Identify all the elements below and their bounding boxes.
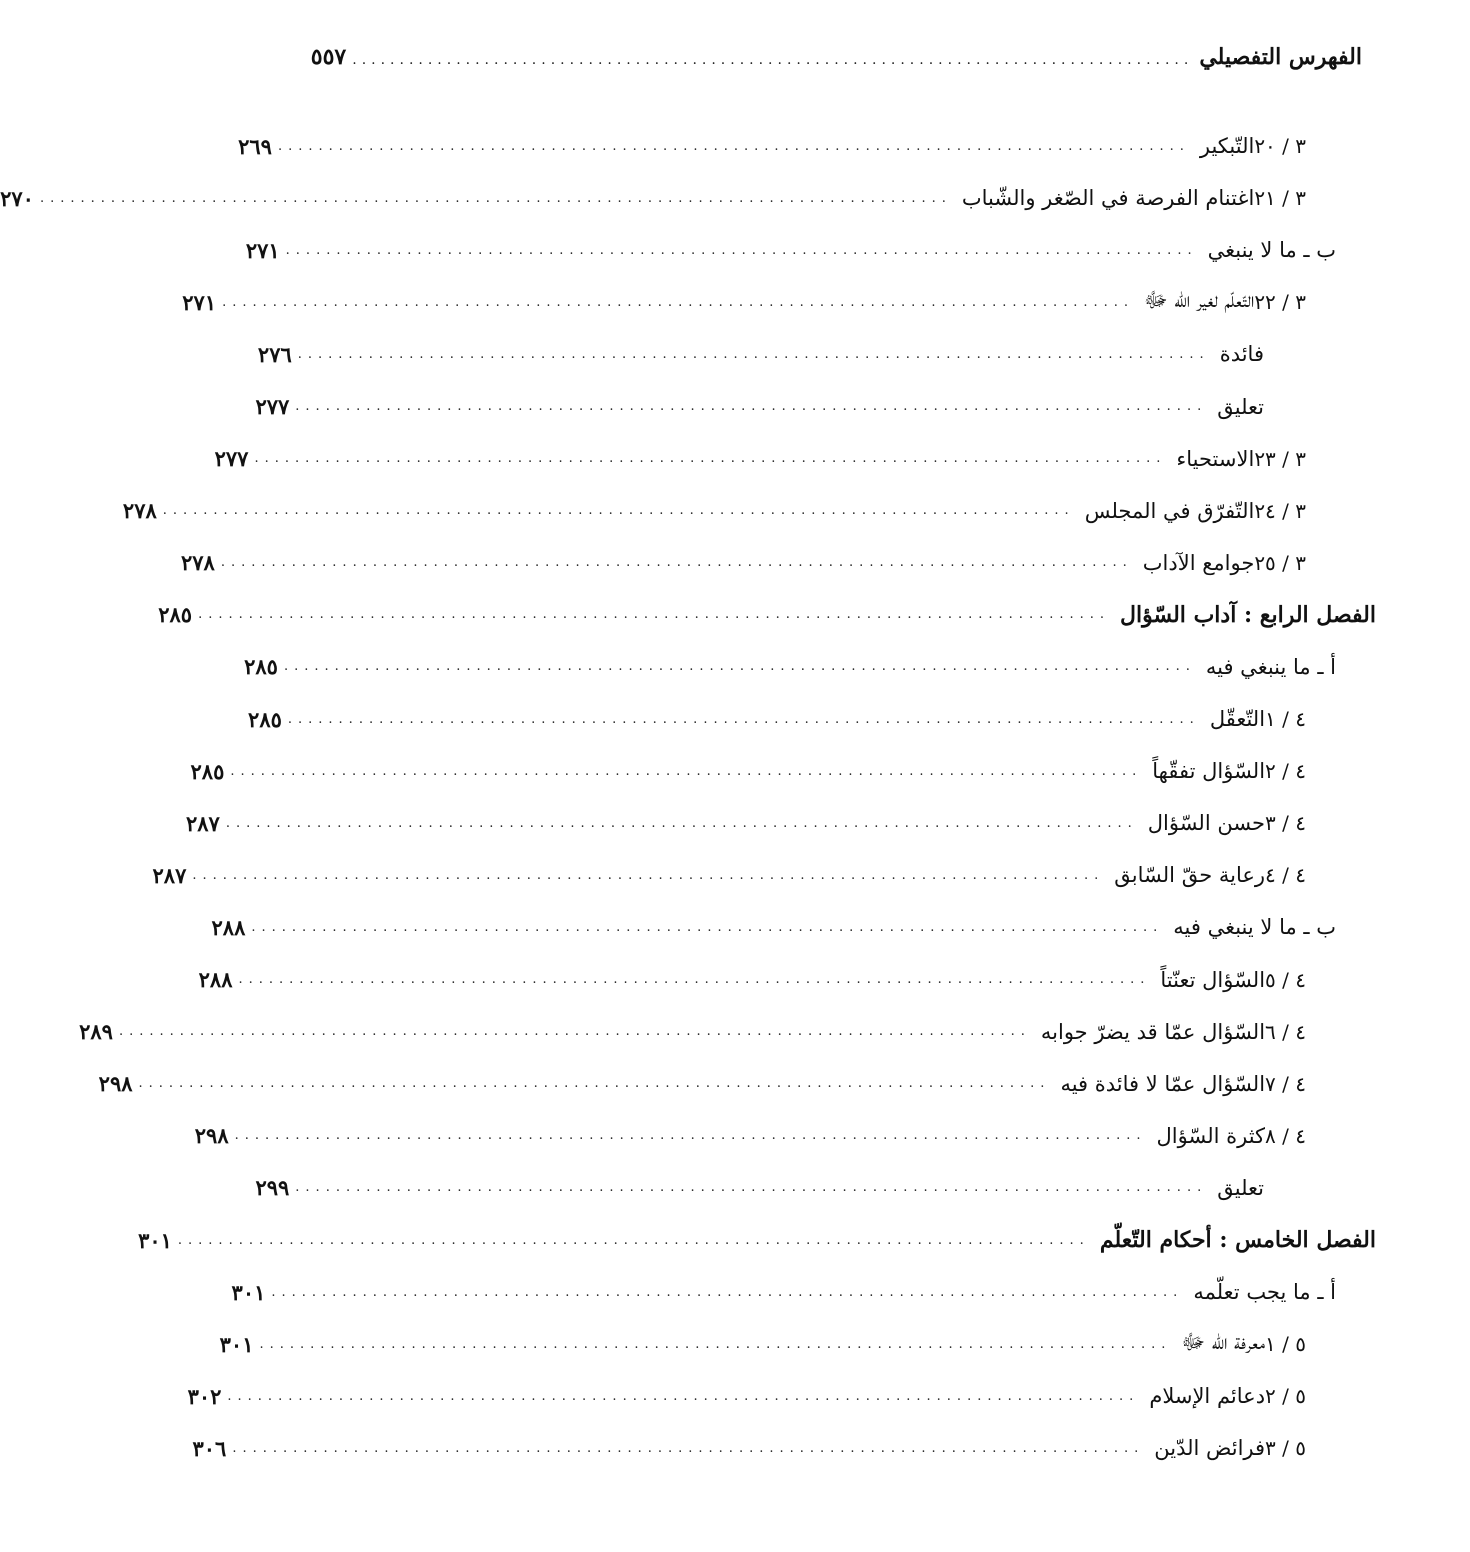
leader-dots: .......................................................................................... [222,294,1135,310]
entry-page-number: ٢٩٨ [98,1071,133,1097]
entry-title: معرفة الله ﷻ [1181,1329,1266,1354]
entry-page-number: ٢٨٧ [185,810,220,836]
toc-entry [185,797,1376,849]
entry-page-number: ٢٨٥ [158,602,193,628]
entry-number: ٣ / ٢١ [1254,186,1306,211]
entry-title: أ ـ ما يجب تعلّمه [1193,1280,1336,1305]
leader-dots: .......................................................................................... [225,815,1138,831]
entry-number: ٥ / ٣ [1265,1436,1306,1461]
leader-dots: .......................................................................................... [234,1128,1147,1144]
leader-dots: ......................................................................................... [352,52,1194,68]
entry-title: تعليق [1217,394,1264,419]
entry-number: ٤ / ٤ [1265,863,1306,888]
toc-entry [255,380,1376,432]
header-page-number: ٥٥٧ [310,44,347,70]
entry-title: أ ـ ما ينبغي فيه [1205,654,1336,679]
entry-title: الاستحياء [1176,446,1255,471]
leader-dots: .......................................................................................... [259,1336,1172,1352]
entry-page-number: ٢٧١ [182,289,217,315]
leader-dots: .......................................................................................... [232,1440,1145,1456]
leader-dots: .......................................................................................... [220,555,1133,571]
entry-page-number: ٢٨٧ [152,862,187,888]
table-of-contents [0,120,1376,1474]
entry-page-number: ٣٠٢ [187,1383,222,1409]
entry-page-number: ٢٨٨ [211,914,246,940]
toc-entry [245,224,1376,276]
leader-dots: .......................................................................................... [192,867,1105,883]
entry-number: ٥ / ١ [1265,1332,1306,1357]
leader-dots: .......................................................................................... [39,190,952,206]
entry-number: ٤ / ١ [1265,707,1306,732]
toc-entry [190,745,1376,797]
entry-title: التّعقّل [1209,707,1266,732]
toc-entry [211,901,1376,953]
toc-entry [187,1370,1376,1422]
leader-dots: .......................................................................................... [254,451,1167,467]
entry-page-number: ٢٦٩ [238,133,272,159]
entry-number: ٣ / ٢٢ [1254,290,1306,315]
entry-title: اغتنام الفرصة في الصّغر والشّباب [961,186,1255,211]
entry-page-number: ٢٨٥ [190,758,225,784]
leader-dots: .......................................................................................... [177,1232,1090,1248]
entry-title: كثرة السّؤال [1156,1123,1266,1148]
entry-title: جوامع الآداب [1142,550,1255,575]
leader-dots: .......................................................................................... [118,1024,1031,1040]
toc-entry [238,120,1376,172]
entry-title: الفصل الرابع : آداب السّؤال [1120,601,1376,628]
entry-number: ٣ / ٢٤ [1254,498,1306,523]
entry-page-number: ٢٨٥ [244,654,278,680]
entry-page-number: ٢٧٧ [214,446,249,472]
leader-dots: .......................................................................................... [198,607,1111,623]
entry-page-number: ٢٧٨ [122,498,157,524]
entry-number: ٤ / ٨ [1265,1123,1306,1148]
leader-dots: .......................................................................................... [271,1284,1184,1300]
entry-number: ٤ / ٦ [1265,1019,1306,1044]
entry-number: ٤ / ٧ [1265,1071,1306,1096]
leader-dots: .......................................................................................... [295,1180,1208,1196]
toc-entry [244,641,1376,693]
entry-page-number: ٢٨٩ [79,1019,113,1045]
leader-dots: .......................................................................................... [227,1388,1140,1404]
entry-number: ٤ / ٢ [1265,759,1306,784]
entry-title: التّعلّم لغير الله ﷻ [1144,287,1255,312]
entry-page-number: ٣٠١ [138,1227,172,1253]
entry-page-number: ٢٧٨ [181,550,215,576]
running-header [310,44,1362,84]
entry-page-number: ٣٠١ [231,1279,266,1305]
entry-number: ٥ / ٢ [1265,1384,1306,1409]
entry-page-number: ٢٧٠ [0,185,34,211]
entry-title: السّؤال تعنّتاً [1160,967,1266,992]
toc-entry [122,485,1376,537]
entry-page-number: ٣٠١ [219,1331,254,1357]
entry-title: السّؤال عمّا لا فائدة فيه [1060,1071,1266,1096]
entry-title: التّفرّق في المجلس [1084,498,1255,523]
toc-entry [192,1422,1376,1474]
leader-dots: .......................................................................................... [251,919,1164,935]
toc-entry [194,1110,1376,1162]
entry-number: ٣ / ٢٣ [1254,446,1306,471]
leader-dots: .......................................................................................... [297,346,1210,362]
leader-dots: .......................................................................................... [162,503,1075,519]
toc-entry [219,1318,1376,1370]
entry-number: ٤ / ٥ [1265,967,1306,992]
entry-title: السّؤال تفقّهاً [1152,759,1266,784]
toc-entry [182,276,1376,328]
toc-entry [79,1006,1376,1058]
toc-entry [0,172,1376,224]
toc-entry [214,433,1376,485]
entry-title: دعائم الإسلام [1149,1384,1266,1409]
entry-page-number: ٢٩٩ [255,1175,290,1201]
leader-dots: .......................................................................................... [285,242,1198,258]
entry-number: ٤ / ٣ [1265,811,1306,836]
entry-page-number: ٣٠٦ [192,1435,227,1461]
header-title: الفهرس التفصيلي [1199,44,1362,70]
entry-title: ب ـ ما لا ينبغي فيه [1173,915,1336,940]
entry-title: رعاية حقّ السّابق [1114,863,1266,888]
toc-entry [257,328,1376,380]
entry-page-number: ٢٧٦ [257,341,292,367]
toc-entry [152,849,1376,901]
entry-title: فائدة [1219,342,1264,367]
entry-page-number: ٢٧٧ [255,394,290,420]
leader-dots: .......................................................................................... [230,763,1143,779]
entry-number: ٣ / ٢٥ [1254,550,1306,575]
entry-page-number: ٢٩٨ [194,1123,229,1149]
leader-dots: .......................................................................................... [238,972,1151,988]
toc-entry [138,1214,1376,1266]
entry-title: تعليق [1217,1175,1264,1200]
leader-dots: .......................................................................................... [295,399,1208,415]
entry-title: السّؤال عمّا قد يضرّ جوابه [1040,1019,1266,1044]
entry-number: ٣ / ٢٠ [1254,134,1306,159]
entry-title: الفصل الخامس : أحكام التّعلّم [1099,1227,1376,1254]
toc-entry [158,589,1376,641]
toc-entry [181,537,1376,589]
toc-entry [248,693,1376,745]
toc-entry [98,1058,1376,1110]
entry-title: التّبكير [1199,134,1255,159]
leader-dots: .......................................................................................... [277,138,1190,154]
entry-page-number: ٢٧١ [245,237,280,263]
entry-title: فرائض الدّين [1154,1436,1266,1461]
entry-page-number: ٢٨٨ [198,967,233,993]
leader-dots: .......................................................................................... [287,711,1200,727]
entry-title: ب ـ ما لا ينبغي [1207,238,1336,263]
entry-title: حسن السّؤال [1147,811,1266,836]
entry-page-number: ٢٨٥ [248,706,282,732]
toc-entry [231,1266,1376,1318]
leader-dots: .......................................................................................... [138,1076,1051,1092]
toc-entry [255,1162,1376,1214]
toc-entry [198,954,1376,1006]
leader-dots: .......................................................................................... [283,659,1196,675]
